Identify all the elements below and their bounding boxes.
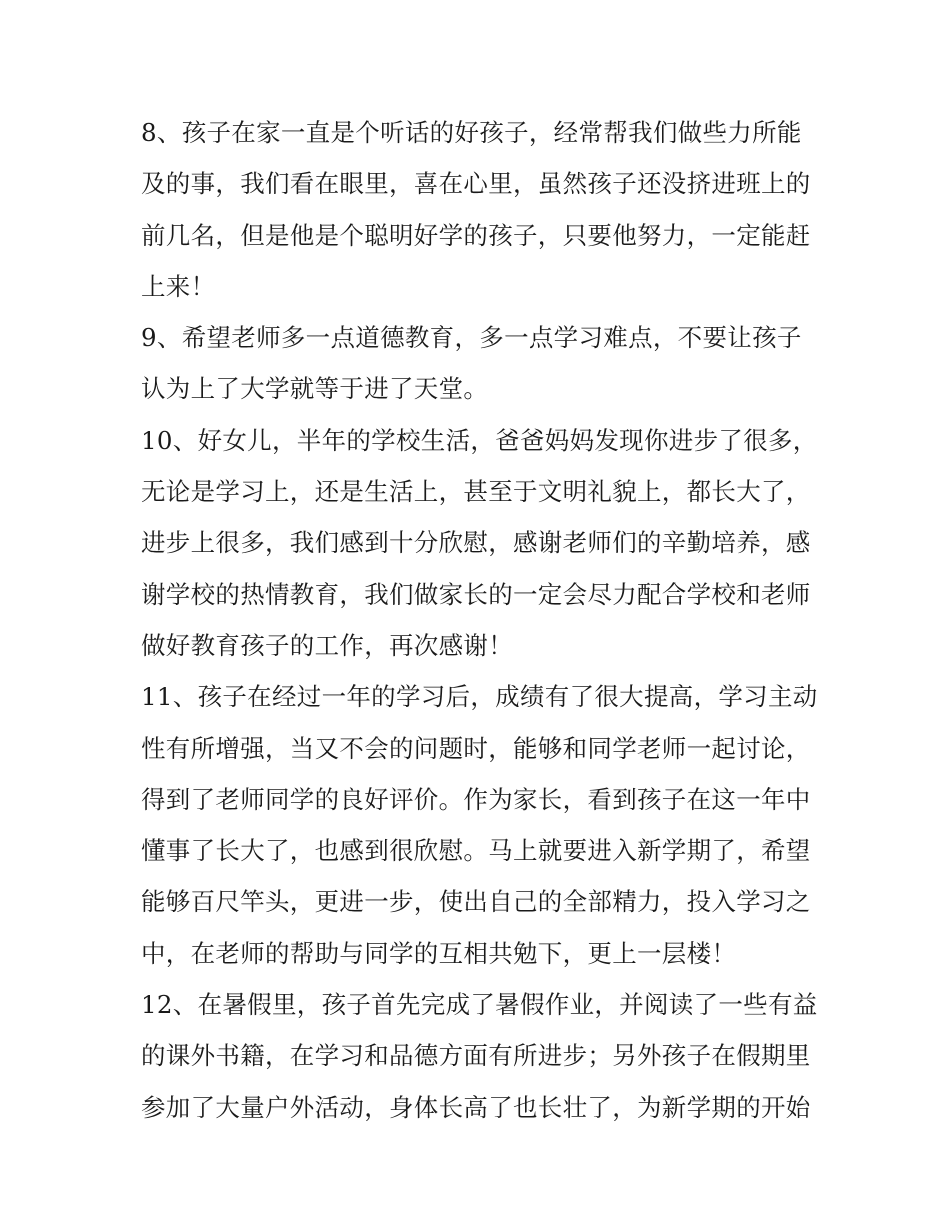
text-line: 无论是学习上，还是生活上，甚至于文明礼貌上，都长大了， — [141, 477, 811, 507]
text-line: 谢学校的热情教育，我们做家长的一定会尽力配合学校和老师 — [141, 579, 811, 609]
text-line: 及的事，我们看在眼里，喜在心里，虽然孩子还没挤进班上的 — [141, 169, 811, 199]
text-line: 参加了大量户外活动，身体长高了也长壮了，为新学期的开始 — [141, 1092, 811, 1122]
text-line: 性有所增强，当又不会的问题时，能够和同学老师一起讨论， — [141, 733, 811, 763]
document-body — [141, 107, 818, 1133]
text-line: 11、孩子在经过一年的学习后，成绩有了很大提高，学习主动 — [141, 682, 818, 712]
text-line: 上来！ — [141, 271, 216, 301]
text-line: 前几名，但是他是个聪明好学的孩子，只要他努力，一定能赶 — [141, 220, 811, 250]
text-line: 中，在老师的帮助与同学的互相共勉下，更上一层楼！ — [141, 938, 737, 968]
text-line: 的课外书籍，在学习和品德方面有所进步；另外孩子在假期里 — [141, 1041, 811, 1071]
text-line: 进步上很多，我们感到十分欣慰，感谢老师们的辛勤培养，感 — [141, 528, 811, 558]
text-line: 得到了老师同学的良好评价。作为家长，看到孩子在这一年中 — [141, 784, 811, 814]
text-line: 能够百尺竿头，更进一步，使出自己的全部精力，投入学习之 — [141, 887, 811, 917]
text-line: 做好教育孩子的工作，再次感谢！ — [141, 630, 513, 660]
text-line: 12、在暑假里，孩子首先完成了暑假作业，并阅读了一些有益 — [141, 990, 818, 1020]
text-line: 8、孩子在家一直是个听话的好孩子，经常帮我们做些力所能 — [141, 118, 802, 147]
text-line: 9、希望老师多一点道德教育，多一点学习难点，不要让孩子 — [141, 323, 802, 353]
text-line: 认为上了大学就等于进了天堂。 — [141, 374, 489, 404]
text-line: 10、好女儿，半年的学校生活，爸爸妈妈发现你进步了很多， — [141, 425, 818, 455]
text-line: 懂事了长大了，也感到很欣慰。马上就要进入新学期了，希望 — [141, 836, 811, 866]
